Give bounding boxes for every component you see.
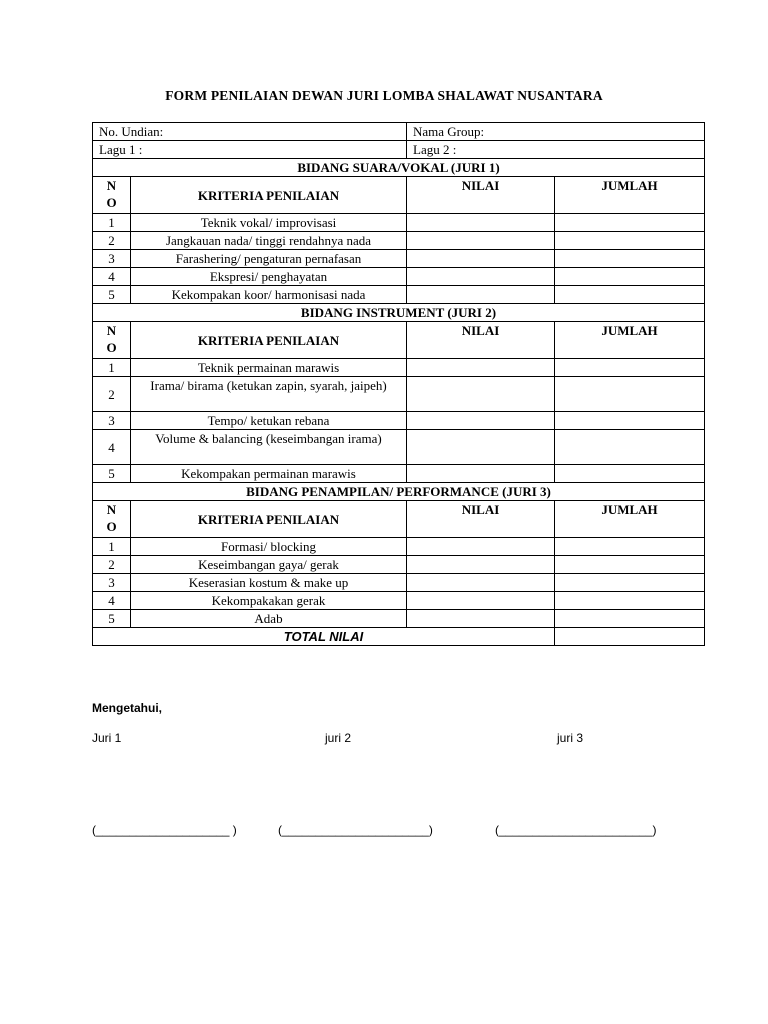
signature-line-juri-2: (______________________) <box>278 823 433 837</box>
info-row-2 <box>93 141 705 159</box>
jumlah-cell[interactable] <box>555 286 705 304</box>
lagu-2-field[interactable]: Lagu 2 : <box>407 141 705 159</box>
criteria-text: Jangkauan nada/ tinggi rendahnya nada <box>131 232 407 250</box>
total-nilai-label: TOTAL NILAI <box>93 628 555 646</box>
section-title-instrument: BIDANG INSTRUMENT (JURI 2) <box>93 304 705 322</box>
table-row <box>93 556 705 574</box>
assessment-table <box>92 122 705 646</box>
nilai-header: NILAI <box>407 501 555 538</box>
table-row <box>93 268 705 286</box>
criteria-text: Formasi/ blocking <box>131 538 407 556</box>
jumlah-header: JUMLAH <box>555 322 705 359</box>
lagu-1-field[interactable]: Lagu 1 : <box>93 141 407 159</box>
total-nilai-cell[interactable] <box>555 628 705 646</box>
nilai-header: NILAI <box>407 322 555 359</box>
no-header: N O <box>93 501 131 538</box>
nilai-cell[interactable] <box>407 610 555 628</box>
table-row <box>93 465 705 483</box>
section-title-vokal: BIDANG SUARA/VOKAL (JURI 1) <box>93 159 705 177</box>
form-title: FORM PENILAIAN DEWAN JURI LOMBA SHALAWAT NUSANTARA <box>165 88 603 103</box>
nilai-cell[interactable] <box>407 412 555 430</box>
nilai-cell[interactable] <box>407 592 555 610</box>
juri-2-label: juri 2 <box>325 731 352 745</box>
info-row-1 <box>93 123 705 141</box>
row-number: 2 <box>93 556 131 574</box>
nilai-cell[interactable] <box>407 286 555 304</box>
jumlah-cell[interactable] <box>555 412 705 430</box>
jumlah-cell[interactable] <box>555 250 705 268</box>
no-undian-field[interactable]: No. Undian: <box>93 123 407 141</box>
signature-line-juri-1: (____________________ ) <box>92 823 237 837</box>
criteria-text: Keseimbangan gaya/ gerak <box>131 556 407 574</box>
criteria-text: Volume & balancing (keseimbangan irama) <box>131 430 407 465</box>
row-number: 4 <box>93 592 131 610</box>
criteria-text: Ekspresi/ penghayatan <box>131 268 407 286</box>
jumlah-cell[interactable] <box>555 556 705 574</box>
criteria-text: Teknik vokal/ improvisasi <box>131 214 407 232</box>
table-row <box>93 538 705 556</box>
row-number: 5 <box>93 465 131 483</box>
total-row <box>93 628 705 646</box>
table-row <box>93 250 705 268</box>
row-number: 5 <box>93 286 131 304</box>
jumlah-cell[interactable] <box>555 465 705 483</box>
kriteria-header: KRITERIA PENILAIAN <box>131 177 407 214</box>
nilai-cell[interactable] <box>407 465 555 483</box>
nilai-cell[interactable] <box>407 268 555 286</box>
criteria-text: Irama/ birama (ketukan zapin, syarah, jaipeh) <box>131 377 407 412</box>
nama-group-field[interactable]: Nama Group: <box>407 123 705 141</box>
criteria-text: Kekompakan permainan marawis <box>131 465 407 483</box>
mengetahui-label: Mengetahui, <box>92 701 163 715</box>
jumlah-header: JUMLAH <box>555 501 705 538</box>
row-number: 1 <box>93 538 131 556</box>
jumlah-cell[interactable] <box>555 574 705 592</box>
nilai-cell[interactable] <box>407 538 555 556</box>
section-header-row <box>93 322 705 359</box>
nilai-header: NILAI <box>407 177 555 214</box>
row-number: 3 <box>93 574 131 592</box>
nilai-cell[interactable] <box>407 430 555 465</box>
table-row <box>93 214 705 232</box>
table-row <box>93 359 705 377</box>
table-row <box>93 377 705 412</box>
nilai-cell[interactable] <box>407 574 555 592</box>
row-number: 4 <box>93 430 131 465</box>
kriteria-header: KRITERIA PENILAIAN <box>131 322 407 359</box>
jumlah-cell[interactable] <box>555 268 705 286</box>
section-title-penampilan: BIDANG PENAMPILAN/ PERFORMANCE (JURI 3) <box>93 483 705 501</box>
nilai-cell[interactable] <box>407 556 555 574</box>
no-header: N O <box>93 177 131 214</box>
table-row <box>93 232 705 250</box>
row-number: 1 <box>93 214 131 232</box>
row-number: 3 <box>93 250 131 268</box>
section-header-row <box>93 177 705 214</box>
table-row <box>93 574 705 592</box>
jumlah-cell[interactable] <box>555 377 705 412</box>
juri-3-label: juri 3 <box>557 731 584 745</box>
jumlah-cell[interactable] <box>555 430 705 465</box>
criteria-text: Teknik permainan marawis <box>131 359 407 377</box>
jumlah-cell[interactable] <box>555 610 705 628</box>
jumlah-cell[interactable] <box>555 592 705 610</box>
jumlah-header: JUMLAH <box>555 177 705 214</box>
criteria-text: Adab <box>131 610 407 628</box>
jumlah-cell[interactable] <box>555 359 705 377</box>
table-row <box>93 412 705 430</box>
criteria-text: Keserasian kostum & make up <box>131 574 407 592</box>
criteria-text: Kekompakakan gerak <box>131 592 407 610</box>
jumlah-cell[interactable] <box>555 232 705 250</box>
nilai-cell[interactable] <box>407 214 555 232</box>
table-row <box>93 430 705 465</box>
jumlah-cell[interactable] <box>555 538 705 556</box>
table-row <box>93 610 705 628</box>
table-row <box>93 286 705 304</box>
juri-1-label: Juri 1 <box>92 731 122 745</box>
nilai-cell[interactable] <box>407 250 555 268</box>
nilai-cell[interactable] <box>407 359 555 377</box>
jumlah-cell[interactable] <box>555 214 705 232</box>
nilai-cell[interactable] <box>407 232 555 250</box>
criteria-text: Tempo/ ketukan rebana <box>131 412 407 430</box>
row-number: 3 <box>93 412 131 430</box>
row-number: 2 <box>93 377 131 412</box>
nilai-cell[interactable] <box>407 377 555 412</box>
row-number: 2 <box>93 232 131 250</box>
table-row <box>93 592 705 610</box>
row-number: 4 <box>93 268 131 286</box>
criteria-text: Farashering/ pengaturan pernafasan <box>131 250 407 268</box>
row-number: 1 <box>93 359 131 377</box>
signature-line-juri-3: (_______________________) <box>495 823 657 837</box>
row-number: 5 <box>93 610 131 628</box>
no-header: N O <box>93 322 131 359</box>
criteria-text: Kekompakan koor/ harmonisasi nada <box>131 286 407 304</box>
kriteria-header: KRITERIA PENILAIAN <box>131 501 407 538</box>
section-header-row <box>93 501 705 538</box>
